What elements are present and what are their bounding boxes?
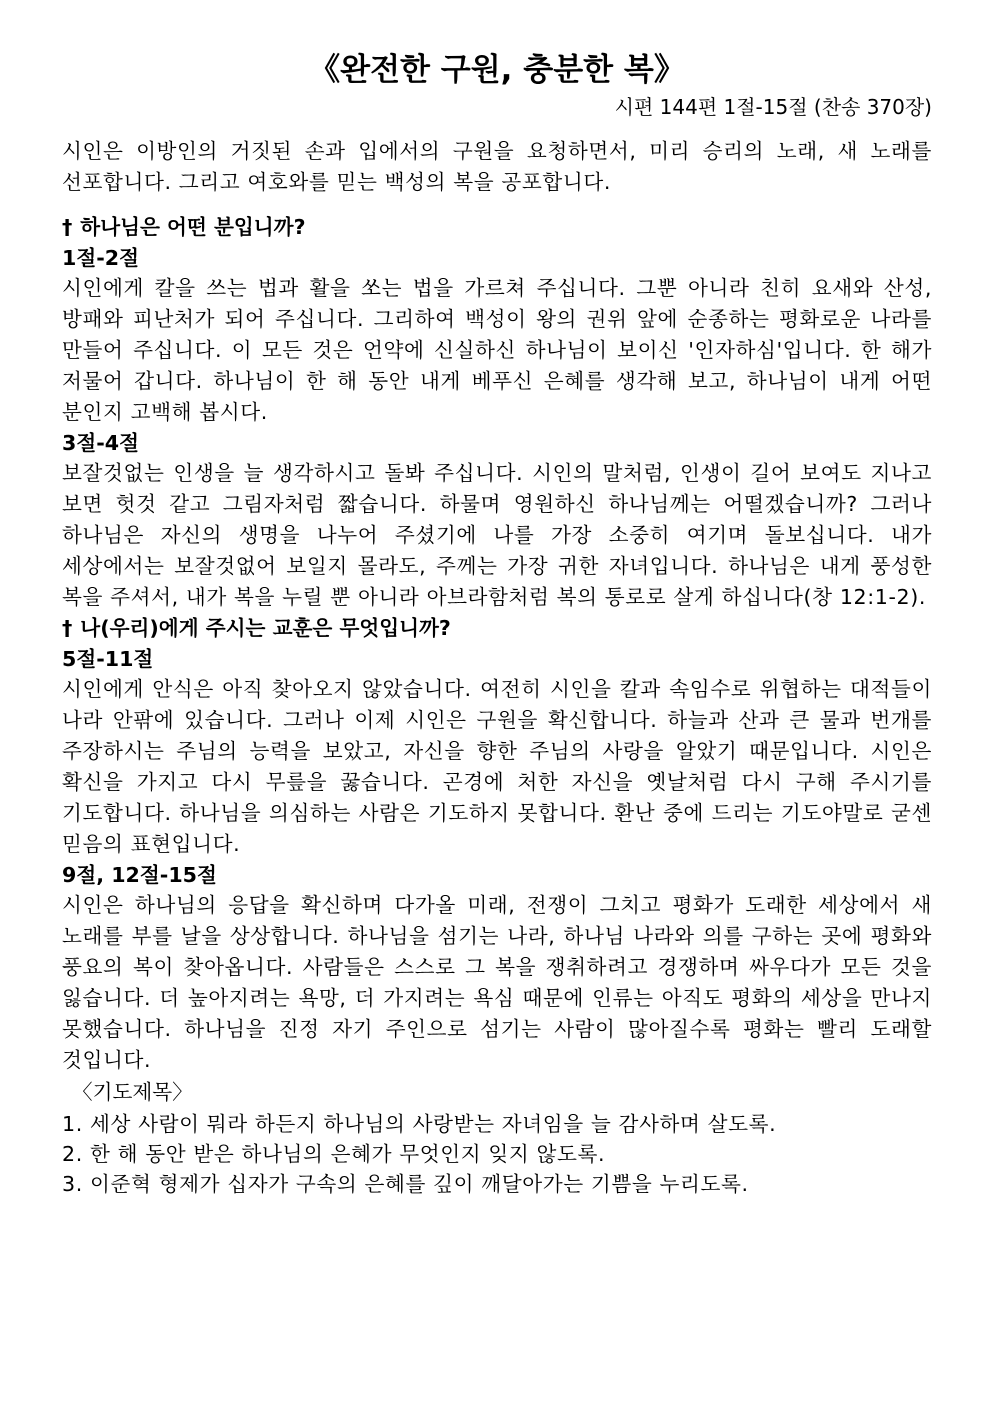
prayer-title: 〈기도제목〉 [72,1080,193,1104]
prayer-list [62,1109,932,1199]
section-heading [62,212,932,243]
verse-paragraph: 시인은 하나님의 응답을 확신하며 다가올 미래, 전쟁이 그치고 평화가 도래한 세상에서 새 노래를 부를 날을 상상합니다. 하나님을 섬기는 나라, 하나님 나라와 의를 구하는 곳에 평화와 풍요의 복이 찾아옵니다. 사람들은 스스로 그 복을 쟁취하려고 경쟁하며 싸우다가 모든 것을 잃습니다. 더 높아지려는 욕망, 더 가지려는 욕심 때문에 인류는 아직도 평화의 세상을 만나지 못했습니다. 하나님을 진정 자기 주인으로 섬기는 사람이 많아질수록 평화는 빨리 도래할 것입니다. [62,893,932,1072]
dagger-icon: † [62,215,73,239]
intro-paragraph: 시인은 이방인의 거짓된 손과 입에서의 구원을 요청하면서, 미리 승리의 노래, 새 노래를 선포합니다. 그리고 여호와를 믿는 백성의 복을 공포합니다. [62,139,932,194]
verse-range: 9절, 12절-15절 [62,863,217,887]
document-title: 《완전한 구원, 충분한 복》 [309,52,685,88]
prayer-section [62,1076,932,1199]
verse-range: 5절-11절 [62,647,154,671]
section-heading-text: 나(우리)에게 주시는 교훈은 무엇입니까? [80,616,451,640]
dagger-icon: † [62,616,73,640]
prayer-item: 2. 한 해 동안 받은 하나님의 은혜가 무엇인지 잊지 않도록. [62,1142,606,1166]
verse-paragraph: 시인에게 칼을 쓰는 법과 활을 쏘는 법을 가르쳐 주십니다. 그뿐 아니라 친히 요새와 산성, 방패와 피난처가 되어 주십니다. 그리하여 백성이 왕의 권위 앞에 순종하는 평화로운 나라를 만들어 주십니다. 이 모든 것은 언약에 신실하신 하나님이 보이신 '인자하심'입니다. 한 해가 저물어 갑니다. 하나님이 한 해 동안 내게 베푸신 은혜를 생각해 보고, 하나님이 내게 어떤 분인지 고백해 봅시다. [62,276,932,424]
section-who-is-god [62,212,932,613]
section-heading-text: 하나님은 어떤 분입니까? [80,215,306,239]
verse-range: 1절-2절 [62,246,139,270]
prayer-item: 3. 이준혁 형제가 십자가 구속의 은혜를 깊이 깨달아가는 기쁨을 누리도록. [62,1172,749,1196]
prayer-item: 1. 세상 사람이 뭐라 하든지 하나님의 사랑받는 자녀임을 늘 감사하며 살도록. [62,1112,777,1136]
section-lesson [62,613,932,1076]
document-page [62,48,932,1199]
verse-paragraph: 시인에게 안식은 아직 찾아오지 않았습니다. 여전히 시인을 칼과 속임수로 위협하는 대적들이 나라 안팎에 있습니다. 그러나 이제 시인은 구원을 확신합니다. 하늘과 산과 큰 물과 번개를 주장하시는 주님의 능력을 보았고, 자신을 향한 주님의 사랑을 알았기 때문입니다. 시인은 확신을 가지고 다시 무릎을 꿇습니다. 곤경에 처한 자신을 옛날처럼 다시 구해 주시기를 기도합니다. 하나님을 의심하는 사람은 기도하지 못합니다. 환난 중에 드리는 기도야말로 굳센 믿음의 표현입니다. [62,677,932,856]
scripture-reference: 시편 144편 1절-15절 (찬송 370장) [614,95,932,119]
verse-range: 3절-4절 [62,431,139,455]
verse-paragraph: 보잘것없는 인생을 늘 생각하시고 돌봐 주십니다. 시인의 말처럼, 인생이 길어 보여도 지나고 보면 헛것 같고 그림자처럼 짧습니다. 하물며 영원하신 하나님께는 어떨겠습니까? 그러나 하나님은 자신의 생명을 나누어 주셨기에 나를 가장 소중히 여기며 돌보십니다. 내가 세상에서는 보잘것없어 보일지 몰라도, 주께는 가장 귀한 자녀입니다. 하나님은 내게 풍성한 복을 주셔서, 내가 복을 누릴 뿐 아니라 아브라함처럼 복의 통로로 살게 하십니다(창 12:1-2). [62,461,932,609]
section-heading [62,613,932,644]
